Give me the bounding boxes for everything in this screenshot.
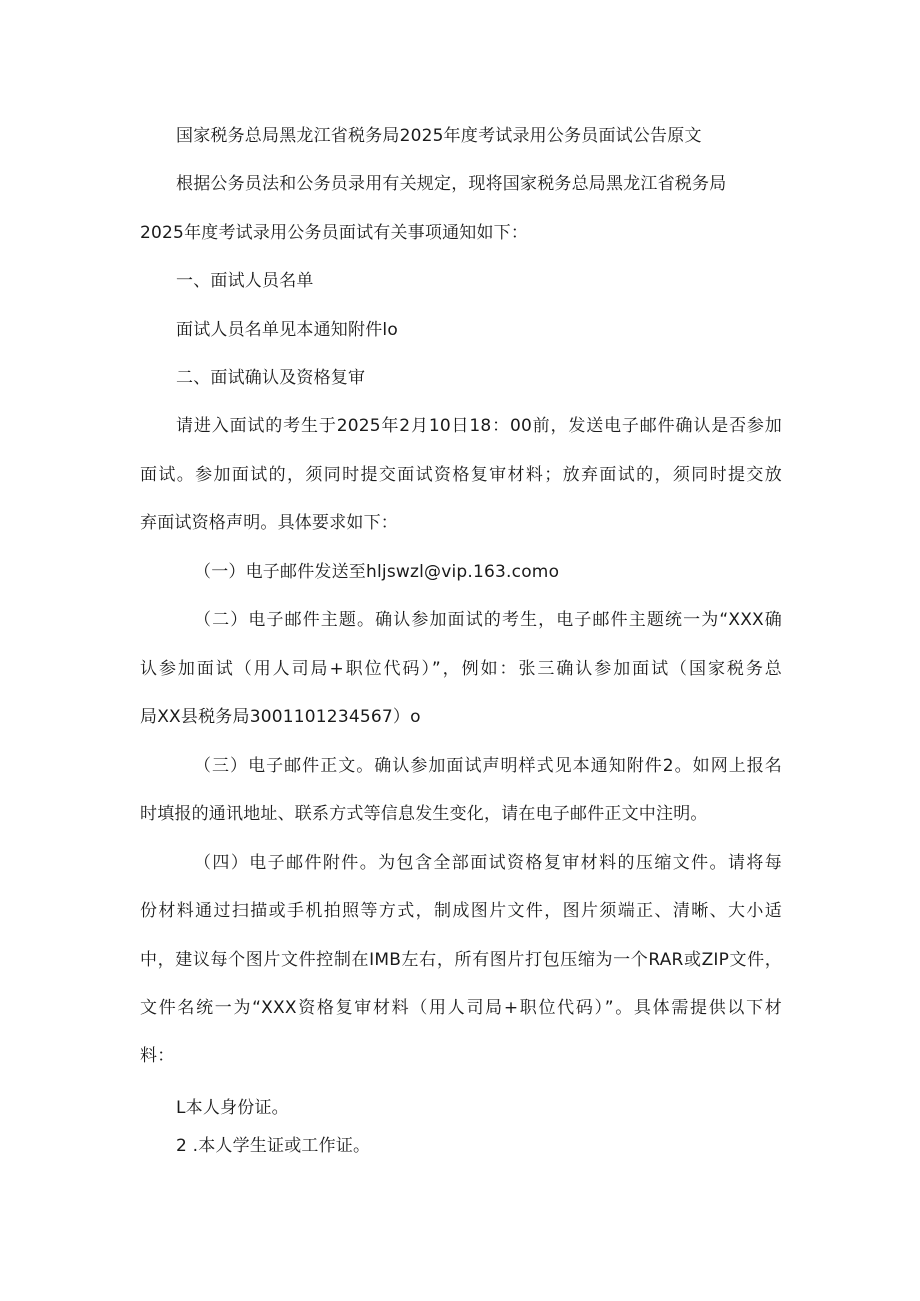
- intro-line-1: 根据公务员法和公务员录用有关规定，现将国家税务总局黑龙江省税务局: [176, 174, 727, 194]
- item3-line-1: （三）电子邮件正文。确认参加面试声明样式见本通知附件2。如网上报名: [194, 756, 782, 776]
- item4-line-5: 料：: [140, 1046, 175, 1066]
- item4-line-2: 份材料通过扫描或手机拍照等方式，制成图片文件，图片须端正、清晰、大小适: [140, 901, 782, 921]
- item4-line-4: 文件名统一为“XXX资格复审材料（用人司局+职位代码）”。具体需提供以下材: [140, 998, 782, 1018]
- section2-body-line-3: 弃面试资格声明。具体要求如下：: [140, 513, 398, 533]
- section2-body-line-1: 请进入面试的考生于2025年2月10日18：00前，发送电子邮件确认是否参加: [176, 416, 782, 436]
- item3-line-2: 时填报的通讯地址、联系方式等信息发生变化，请在电子邮件正文中注明。: [140, 804, 708, 824]
- section2-heading: 二、面试确认及资格复审: [176, 368, 366, 388]
- section1-heading: 一、面试人员名单: [176, 271, 314, 291]
- section2-body-line-2: 面试。参加面试的，须同时提交面试资格复审材料；放弃面试的，须同时提交放: [140, 465, 782, 485]
- material-item-1: L本人身份证。: [176, 1098, 289, 1118]
- section1-body: 面试人员名单见本通知附件lo: [176, 320, 398, 340]
- item2-line-3: 局XX县税务局3001101234567）o: [140, 707, 421, 727]
- item4-line-1: （四）电子邮件附件。为包含全部面试资格复审材料的压缩文件。请将每: [194, 853, 782, 873]
- intro-line-2: 2025年度考试录用公务员面试有关事项通知如下：: [140, 223, 529, 243]
- item1-email-address: （一）电子邮件发送至hljswzl@vip.163.como: [194, 562, 560, 582]
- item4-line-3: 中，建议每个图片文件控制在IMB左右，所有图片打包压缩为一个RAR或ZIP文件，: [140, 950, 782, 970]
- document-title: 国家税务总局黑龙江省税务局2025年度考试录用公务员面试公告原文: [176, 126, 702, 146]
- material-item-2: 2 .本人学生证或工作证。: [176, 1136, 371, 1156]
- item2-line-2: 认参加面试（用人司局+职位代码）”，例如：张三确认参加面试（国家税务总: [140, 659, 782, 679]
- item2-line-1: （二）电子邮件主题。确认参加面试的考生，电子邮件主题统一为“XXX确: [194, 610, 782, 630]
